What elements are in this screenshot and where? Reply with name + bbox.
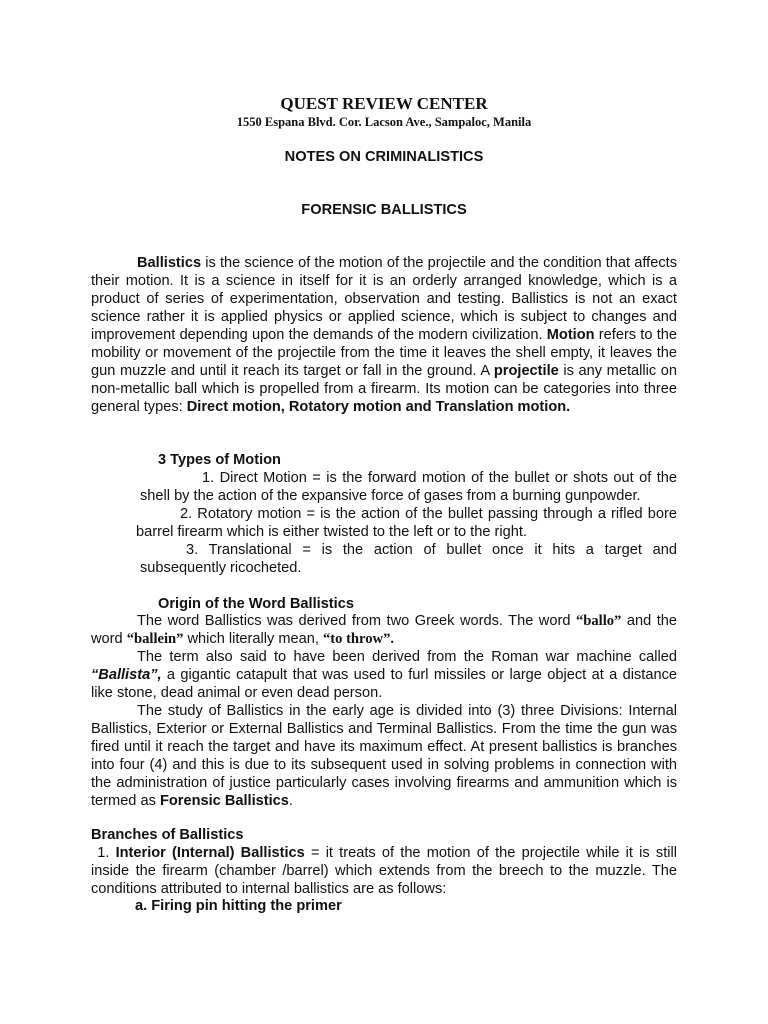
motion-types-heading: 3 Types of Motion xyxy=(158,452,281,468)
sub-item-firing-pin: a. Firing pin hitting the primer xyxy=(135,898,342,914)
organization-name: QUEST REVIEW CENTER xyxy=(280,94,488,113)
term-motion-types: Direct motion, Rotatory motion and Translation motion. xyxy=(186,399,571,415)
term-projectile: projectile xyxy=(493,363,559,379)
term-interior-ballistics: Interior (Internal) Ballistics xyxy=(115,845,305,861)
term-ballistics: Ballistics xyxy=(137,255,202,271)
word-ballista: “Ballista”, xyxy=(91,667,162,683)
term-forensic-ballistics: Forensic Ballistics xyxy=(159,793,289,809)
organization-address: 1550 Espana Blvd. Cor. Lacson Ave., Sampaloc, Manila xyxy=(236,115,532,129)
origin-heading: Origin of the Word Ballistics xyxy=(158,596,354,612)
origin-paragraph-2: The term also said to have been derived from the Roman war machine called “Ballista”, a gigantic catapult that was used to furl missiles or large object at a distance like stone, dead animal or even dead person. xyxy=(91,649,677,701)
origin-paragraph-1: The word Ballistics was derived from two Greek words. The word “ballo” and the word “ballein” which literally mean, “to throw”. xyxy=(91,613,677,647)
motion-item-translational: 3. Translational = is the action of bullet once it hits a target and subsequently ricocheted. xyxy=(140,542,677,576)
motion-item-rotatory: 2. Rotatory motion = is the action of the bullet passing through a rifled bore barrel firearm which is either twisted to the left or to the right. xyxy=(136,506,677,540)
subject-title: FORENSIC BALLISTICS xyxy=(301,202,467,218)
motion-item-direct: 1. Direct Motion = is the forward motion of the bullet or shots out of the shell by the action of the expansive force of gases from a burning gunpowder. xyxy=(140,470,677,504)
notes-title: NOTES ON CRIMINALISTICS xyxy=(284,149,484,165)
branch-interior-paragraph: 1. Interior (Internal) Ballistics = it treats of the motion of the projectile while it is still inside the firearm (chamber /barrel) which extends from the breech to the muzzle. The conditions attributed to internal ballistics are as follows: xyxy=(91,845,677,897)
word-ballein: “ballein” xyxy=(126,631,184,647)
word-ballo: “ballo” xyxy=(575,613,622,629)
term-motion: Motion xyxy=(546,327,595,343)
branches-heading: Branches of Ballistics xyxy=(91,827,244,843)
word-to-throw: “to throw”. xyxy=(322,631,395,647)
intro-paragraph: Ballistics is the science of the motion of the projectile and the condition that affects their motion. It is a science in itself for it is an orderly arranged knowledge, which is a product of series of experimentation, observation and testing. Ballistics is not an exact science rather it is applied physics or applied science, which is subject to changes and improvement depending upon the demands of the modern civilization. Motion refers to the mobility or movement of the projectile from the time it leaves the shell empty, it leaves the gun muzzle and until it reach its target or fall in the ground. A projectile is any metallic on non-metallic ball which is propelled from a firearm. Its motion can be categories into three general types: Direct motion, Rotatory motion and Translation motion. xyxy=(91,255,677,415)
origin-paragraph-3: The study of Ballistics in the early age is divided into (3) three Divisions: Internal Ballistics, Exterior or External Ballistics and Terminal Ballistics. From the time the gun was fired until it reach the target and have its maximum effect. At present ballistics is branches into four (4) and this is due to its subsequent used in solving problems in connection with the administration of justice particularly cases involving firearms and ammunition which is termed as Forensic Ballistics. xyxy=(91,703,677,809)
